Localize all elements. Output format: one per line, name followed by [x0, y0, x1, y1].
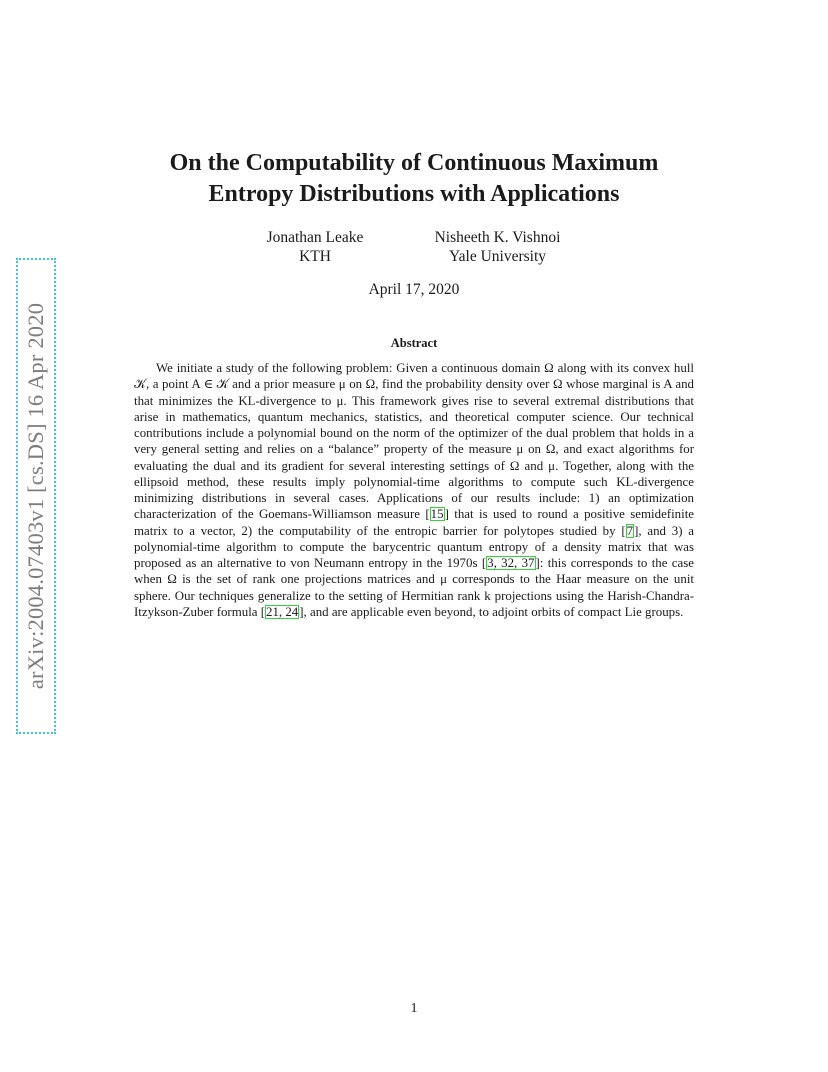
author-affiliation: Yale University [448, 248, 547, 265]
arxiv-identifier: arXiv:2004.07403v1 [cs.DS] 16 Apr 2020 [23, 302, 48, 690]
abstract-segment: that is used to round a positive semidefinite matrix to a vector, 2) the computability of the entropic barrier for polytopes studied by [134, 507, 695, 538]
author-affiliation: KTH [299, 248, 331, 265]
paper-title [100, 148, 728, 210]
abstract-segment: , and are applicable even beyond, to adjoint orbits of compact Lie groups. [303, 604, 684, 619]
author-2 [410, 228, 585, 266]
abstract-segment: We initiate a study of the following problem: Given a continuous domain Ω along with its convex hull 𝒦, a point A ∈ 𝒦 and a prior measure μ on Ω, find the probability density over Ω whose marginal is A and that minimizes the KL-divergence to μ. This framework gives rise to several extremal distributions that arise in mathematics, quantum mechanics, statistics, and theoretical computer science. Our technical contributions include a polynomial bound on the norm of the optimizer of the dual problem that holds in a very general setting and relies on a “balance” property of the measure μ on Ω, and exact algorithms for evaluating the dual and its gradient for several interesting settings of Ω and μ. Together, along with the ellipsoid method, these results imply polynomial-time algorithms to compute such KL-divergence minimizing distributions in several cases. Applications of our results include: 1) an optimization characterization of the Goemans-Williamson measure [134, 361, 694, 522]
author-name: Jonathan Leake [266, 229, 364, 246]
abstract-heading: Abstract [390, 336, 438, 350]
title-line-1: On the Computability of Continuous Maximum [169, 150, 659, 176]
citation-link[interactable]: 7 [626, 523, 634, 538]
citation-link[interactable]: 3, 32, 37 [487, 556, 535, 570]
arxiv-stamp [16, 258, 56, 734]
abstract-segment: , and 3) a polynomial-time algorithm to compute the barycentric quantum entropy of a density matrix that was proposed as an alternative to von Neumann entropy in the 1970s [134, 523, 694, 570]
abstract-text: We initiate a study of the following problem: Given a continuous domain Ω along with its convex hull 𝒦, a point A ∈ 𝒦 and a prior measure μ on Ω, find the probability density over Ω whose marginal is A and that minimizes the KL-divergence to μ. This framework gives rise to several extremal distributions that arise in mathematics, quantum mechanics, statistics, and theoretical computer science. Our technical contributions include a polynomial bound on the norm of the optimizer of the dual problem that holds in a very general setting and relies on a “balance” property of the measure μ on Ω, and exact algorithms for evaluating the dual and its gradient for several interesting settings of Ω and μ. Together, along with the ellipsoid method, these results imply polynomial-time algorithms to compute such KL-divergence minimizing distributions in several cases. Applications of our results include: 1) an optimization characterization of the Goemans-Williamson measure [15] that is used to round a positive semidefinite matrix to a vector, 2) the computability of the entropic barrier for polytopes studied by [7], and 3) a polynomial-time algorithm to compute the barycentric quantum entropy of a density matrix that was proposed as an alternative to von Neumann entropy in the 1970s [3, 32, 37]: this corresponds to the case when Ω is the set of rank one projections matrices and μ corresponds to the Haar measure on the unit sphere. Our techniques generalize to the setting of Hermitian rank k projections using the Harish-Chandra-Itzykson-Zuber formula [21, 24], and are applicable even beyond, to adjoint orbits of compact Lie groups. [134, 361, 695, 619]
page-number: 1 [410, 1001, 418, 1016]
citation-link[interactable]: 15 [430, 507, 444, 522]
publication-date: April 17, 2020 [368, 281, 460, 298]
abstract-segment: : this corresponds to the case when Ω is the set of rank one projections matrices and μ corresponds to the Haar measure on the unit sphere. Our techniques generalize to the setting of Hermitian rank k projections using the Harish-Chandra-Itzykson-Zuber formula [134, 556, 694, 619]
citation-link[interactable]: 21, 24 [266, 604, 299, 619]
title-line-2: Entropy Distributions with Applications [208, 181, 620, 207]
author-1 [245, 228, 385, 266]
author-name: Nisheeth K. Vishnoi [434, 229, 561, 246]
